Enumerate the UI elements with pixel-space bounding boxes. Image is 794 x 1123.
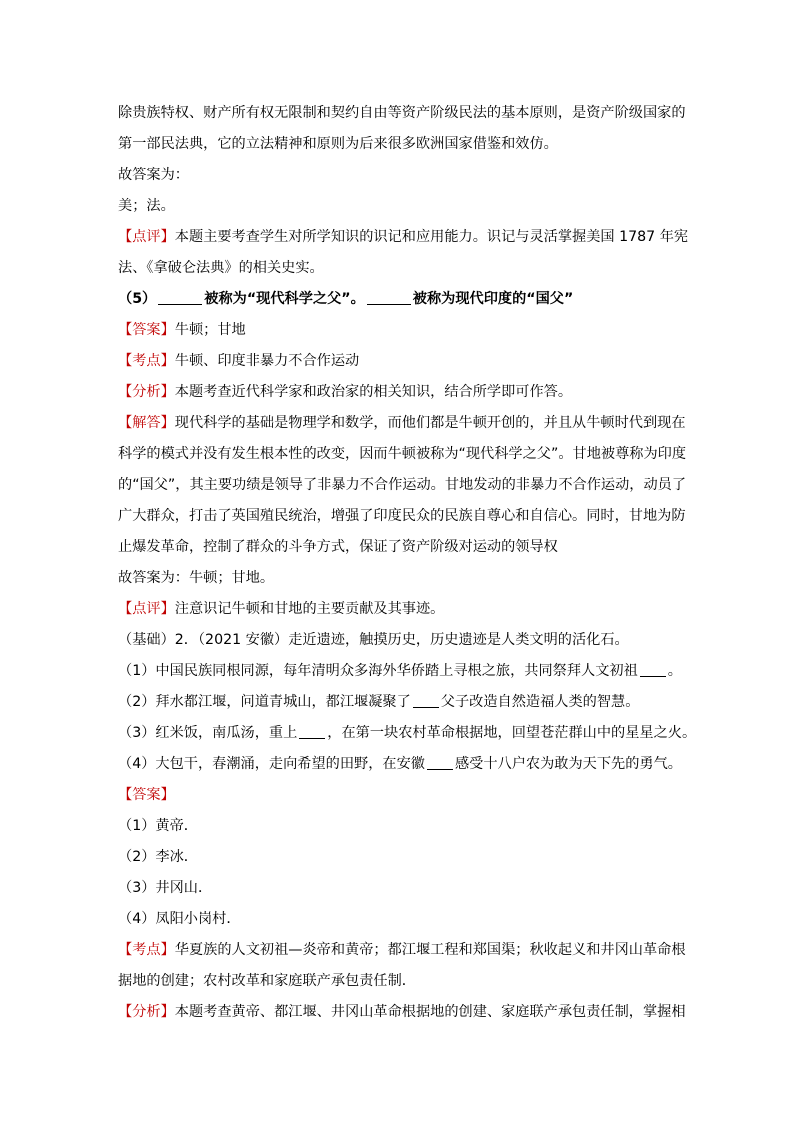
answer-item: （1）黄帝． <box>118 818 198 834</box>
analysis-tag: 【分析】 <box>118 1004 175 1020</box>
text-line: 除贵族特权、财产所有权无限制和契约自由等资产阶级民法的基本原则，是资产阶级国家的 <box>118 105 686 121</box>
answer-blank <box>367 290 411 305</box>
answer-blank <box>299 724 325 739</box>
analysis-text: 本题考查黄帝、都江堰、井冈山革命根据地的创建、家庭联产承包责任制，掌握相 <box>174 1004 686 1020</box>
analysis-tag: 【分析】 <box>118 384 175 400</box>
keypoint-text: 牛顿、印度非暴力不合作运动 <box>174 353 360 369</box>
question-2-item <box>118 687 678 718</box>
question-text: （3）红米饭，南瓜汤，重上 <box>118 725 298 741</box>
keypoint-tag: 【考点】 <box>118 942 175 958</box>
text-line: 据地的创建；农村改革和家庭联产承包责任制． <box>118 973 416 989</box>
solution-line <box>118 408 686 439</box>
question-5 <box>118 284 678 315</box>
question-number: （5） <box>118 291 157 307</box>
analysis-line <box>118 377 678 408</box>
question-text: （2）拜水都江堰，问道青城山，都江堰凝聚了 <box>118 694 411 710</box>
text-line: 故答案为：牛顿；甘地。 <box>118 570 275 586</box>
question-text: 被称为“现代科学之父”。 <box>204 291 365 307</box>
answer-item: （2）李冰． <box>118 849 198 865</box>
text-line: 的“国父”，其主要功绩是领导了非暴力不合作运动。甘地发动的非暴力不合作运动，动员了 <box>118 477 687 493</box>
text-line: 故答案为： <box>118 167 189 183</box>
text-line: 止爆发革命，控制了群众的斗争方式，保证了资产阶级对运动的领导权 <box>118 539 558 555</box>
document-page <box>118 98 697 1028</box>
keypoint-tag: 【考点】 <box>118 353 175 369</box>
answer-blank <box>427 755 453 770</box>
keypoint-text: 华夏族的人文初祖—炎帝和黄帝；都江堰工程和郑国渠；秋收起义和井冈山革命根 <box>174 942 686 958</box>
text-line: 美；法。 <box>118 198 175 214</box>
answer-blank <box>158 290 202 305</box>
answer-heading <box>118 780 678 811</box>
comment-text: 注意识记牛顿和甘地的主要贡献及其事迹。 <box>174 601 445 617</box>
comment-tag: 【点评】 <box>118 601 175 617</box>
question-2-item <box>118 718 697 749</box>
question-text: ，在第一块农村革命根据地，回望苍茫群山中的星星之火。 <box>327 725 697 741</box>
answer-blank <box>413 693 439 708</box>
question-2-item <box>118 656 682 687</box>
question-text: 被称为现代印度的“国父” <box>412 291 574 307</box>
comment-line <box>118 222 689 253</box>
keypoint-line <box>118 346 678 377</box>
question-2-item <box>118 749 682 780</box>
answer-item: （4）凤阳小岗村． <box>118 911 241 927</box>
solution-text: 现代科学的基础是物理学和数学，而他们都是牛顿开创的，并且从牛顿时代到现在 <box>174 415 686 431</box>
text-line: 广大群众，打击了英国殖民统治，增强了印度民众的民族自尊心和自信心。同时，甘地为防 <box>118 508 686 524</box>
text-line: 第一部民法典，它的立法精神和原则为后来很多欧洲国家借鉴和效仿。 <box>118 136 558 152</box>
answer-item: （3）井冈山． <box>118 880 213 896</box>
comment-tag: 【点评】 <box>118 229 175 245</box>
question-text: 感受十八户农为敢为天下先的勇气。 <box>454 756 682 772</box>
analysis-line <box>118 997 686 1028</box>
question-text: 。 <box>667 663 682 679</box>
comment-text: 本题主要考查学生对所学知识的识记和应用能力。识记与灵活掌握美国 1787 年宪 <box>174 229 689 245</box>
question-2-heading: （基础）2．（2021 安徽）走近遗迹，触摸历史，历史遗迹是人类文明的活化石。 <box>118 632 629 648</box>
text-line: 科学的模式并没有发生根本性的改变，因而牛顿被称为“现代科学之父”。甘地被尊称为印度 <box>118 446 687 462</box>
answer-line <box>118 315 678 346</box>
solution-tag: 【解答】 <box>118 415 175 431</box>
analysis-text: 本题考查近代科学家和政治家的相关知识，结合所学即可作答。 <box>174 384 573 400</box>
answer-tag: 【答案】 <box>118 322 175 338</box>
question-text: （4）大包干，春潮涌，走向希望的田野，在安徽 <box>118 756 425 772</box>
text-line: 法、《拿破仑法典》的相关史实。 <box>118 260 324 276</box>
question-text: 父子改造自然造福人类的智慧。 <box>440 694 640 710</box>
question-text: （1）中国民族同根同源，每年清明众多海外华侨踏上寻根之旅，共同祭拜人文初祖 <box>118 663 638 679</box>
answer-text: 牛顿；甘地 <box>174 322 246 338</box>
answer-blank <box>640 662 666 677</box>
answer-tag: 【答案】 <box>118 787 175 803</box>
keypoint-line <box>118 935 686 966</box>
comment-line <box>118 594 678 625</box>
